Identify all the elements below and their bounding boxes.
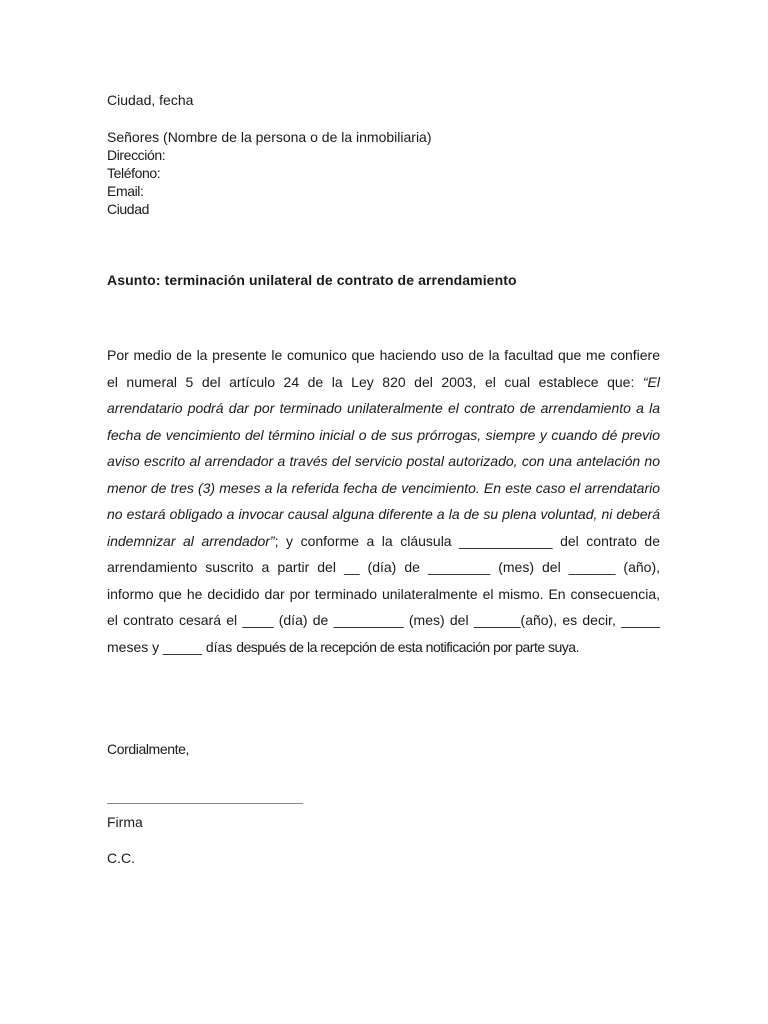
signature-label: Firma	[107, 814, 143, 830]
legal-quote: “El arrendatario podrá dar por terminado unilateralmente el contrato de arrendamiento a la fecha de vencimiento del término inicial o de sus prórrogas, siempre y cuando dé previo aviso escrito al arrendador a través del servicio postal autorizado, con una antelación no menor de tres (3) meses a la referida fecha de vencimiento. En este caso el arrendatario no estará obligado a invocar causal alguna diferente a la de su plena voluntad, ni deberá indemnizar al arrendador”	[107, 373, 660, 549]
address-line: Dirección:	[107, 147, 166, 163]
email-line: Email:	[107, 183, 144, 199]
city-date: Ciudad, fecha	[107, 92, 194, 108]
body-ending: después de la recepción de esta notificación por parte suya.	[236, 638, 579, 655]
recipient-line: Señores (Nombre de la persona o de la inmobiliaria)	[107, 129, 432, 145]
signature-line	[107, 803, 303, 804]
body-intro: Por medio de la presente le comunico que haciendo uso de la facultad que me confiere el numeral 5 del artículo 24 de la Ley 820 del 2003, el cual establece que:	[107, 347, 660, 390]
subject-heading: Asunto: terminación unilateral de contrato de arrendamiento	[107, 272, 517, 288]
phone-line: Teléfono:	[107, 165, 161, 181]
closing: Cordialmente,	[107, 741, 189, 757]
body-continuation: ; y conforme a la cláusula ____________ del contrato de arrendamiento suscrito a partir del __ (día) de ________ (mes) del ______ (año), informo que he decidido dar por terminado unilateralmente el mismo. En consecuencia, el contrato cesará el ____ (día) de _________ (mes) del ______(año), es decir, _____ meses y _____ días	[107, 532, 661, 655]
id-label: C.C.	[107, 850, 135, 866]
city-line: Ciudad	[107, 201, 149, 217]
letter-body	[107, 342, 660, 660]
